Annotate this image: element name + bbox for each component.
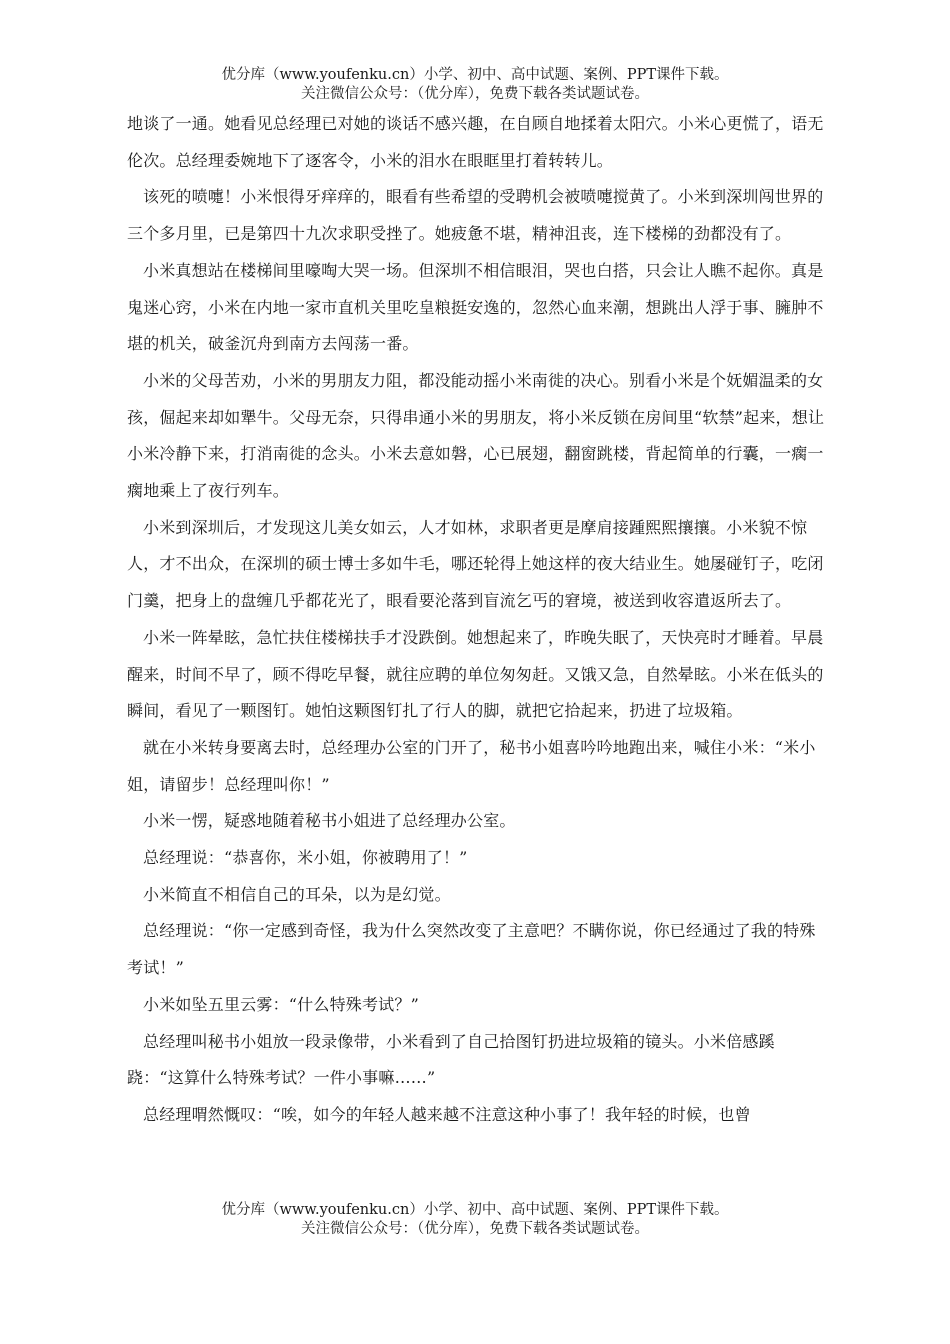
header-line-2: 关注微信公众号：（优分库），免费下载各类试题试卷。: [301, 86, 649, 102]
paragraph: 就在小米转身要离去时，总经理办公室的门开了，秘书小姐喜吟吟地跑出来，喊住小米：“米小姐，请留步！总经理叫你！”: [127, 737, 816, 794]
paragraph: 小米简直不相信自己的耳朵，以为是幻觉。: [143, 884, 451, 904]
paragraph: 小米如坠五里云雾：“什么特殊考试？”: [143, 994, 419, 1014]
paragraph: 小米一阵晕眩，急忙扶住楼梯扶手才没跌倒。她想起来了，昨晚失眠了，天快亮时才睡着。早晨醒来，时间不早了，顾不得吃早餐，就往应聘的单位匆匆赶。又饿又急，自然晕眩。小米在低头的瞬间，看见了一颗图钉。她怕这颗图钉扎了行人的脚，就把它拾起来，扔进了垃圾箱。: [127, 627, 824, 721]
article-body: [127, 106, 827, 1134]
paragraph: 总经理说：“恭喜你，米小姐，你被聘用了！”: [143, 848, 468, 868]
page-footer: [0, 1201, 950, 1239]
paragraph: 地谈了一通。她看见总经理已对她的谈话不感兴趣，在自顾自地揉着太阳穴。小米心更慌了，语无伦次。总经理委婉地下了逐客令，小米的泪水在眼眶里打着转转儿。: [127, 114, 824, 170]
footer-line-2: 关注微信公众号：（优分库），免费下载各类试题试卷。: [301, 1221, 649, 1237]
paragraph: 小米一愣，疑惑地随着秘书小姐进了总经理办公室。: [143, 811, 516, 831]
footer-line-1: 优分库（www.youfenku.cn）小学、初中、高中试题、案例、PPT课件下载。: [221, 1202, 729, 1218]
paragraph: 总经理说：“你一定感到奇怪，我为什么突然改变了主意吧？不瞒你说，你已经通过了我的特殊考试！”: [127, 921, 816, 978]
paragraph: 总经理喟然慨叹：“唉，如今的年轻人越来越不注意这种小事了！我年轻的时候，也曾: [143, 1104, 751, 1124]
header-line-1: 优分库（www.youfenku.cn）小学、初中、高中试题、案例、PPT课件下载。: [221, 67, 729, 83]
paragraph: 总经理叫秘书小姐放一段录像带，小米看到了自己拾图钉扔进垃圾箱的镜头。小米倍感蹊跷：“这算什么特殊考试？一件小事嘛……”: [127, 1031, 775, 1088]
paragraph: 小米的父母苦劝，小米的男朋友力阻，都没能动摇小米南徙的决心。别看小米是个妩媚温柔的女孩，倔起来却如犟牛。父母无奈，只得串通小米的男朋友，将小米反锁在房间里“软禁”起来，想让小米冷静下来，打消南徙的念头。小米去意如磐，心已展翅，翻窗跳楼，背起简单的行囊，一瘸一瘸地乘上了夜行列车。: [127, 370, 825, 501]
paragraph: 小米到深圳后，才发现这儿美女如云，人才如林，求职者更是摩肩接踵熙熙攘攘。小米貌不惊人，才不出众，在深圳的硕士博士多如牛毛，哪还轮得上她这样的夜大结业生。她屡碰钉子，吃闭门羹，把身上的盘缠几乎都花光了，眼看要沦落到盲流乞丐的窘境，被送到收容遣返所去了。: [127, 517, 824, 611]
paragraph: 该死的喷嚏！小米恨得牙痒痒的，眼看有些希望的受聘机会被喷嚏搅黄了。小米到深圳闯世界的三个多月里，已是第四十九次求职受挫了。她疲惫不堪，精神沮丧，连下楼梯的劲都没有了。: [127, 187, 824, 244]
paragraph: 小米真想站在楼梯间里嚎啕大哭一场。但深圳不相信眼泪，哭也白搭，只会让人瞧不起你。真是鬼迷心窍，小米在内地一家市直机关里吃皇粮挺安逸的，忽然心血来潮，想跳出人浮于事、臃肿不堪的机关，破釜沉舟到南方去闯荡一番。: [127, 260, 824, 354]
page-header: [0, 66, 950, 104]
